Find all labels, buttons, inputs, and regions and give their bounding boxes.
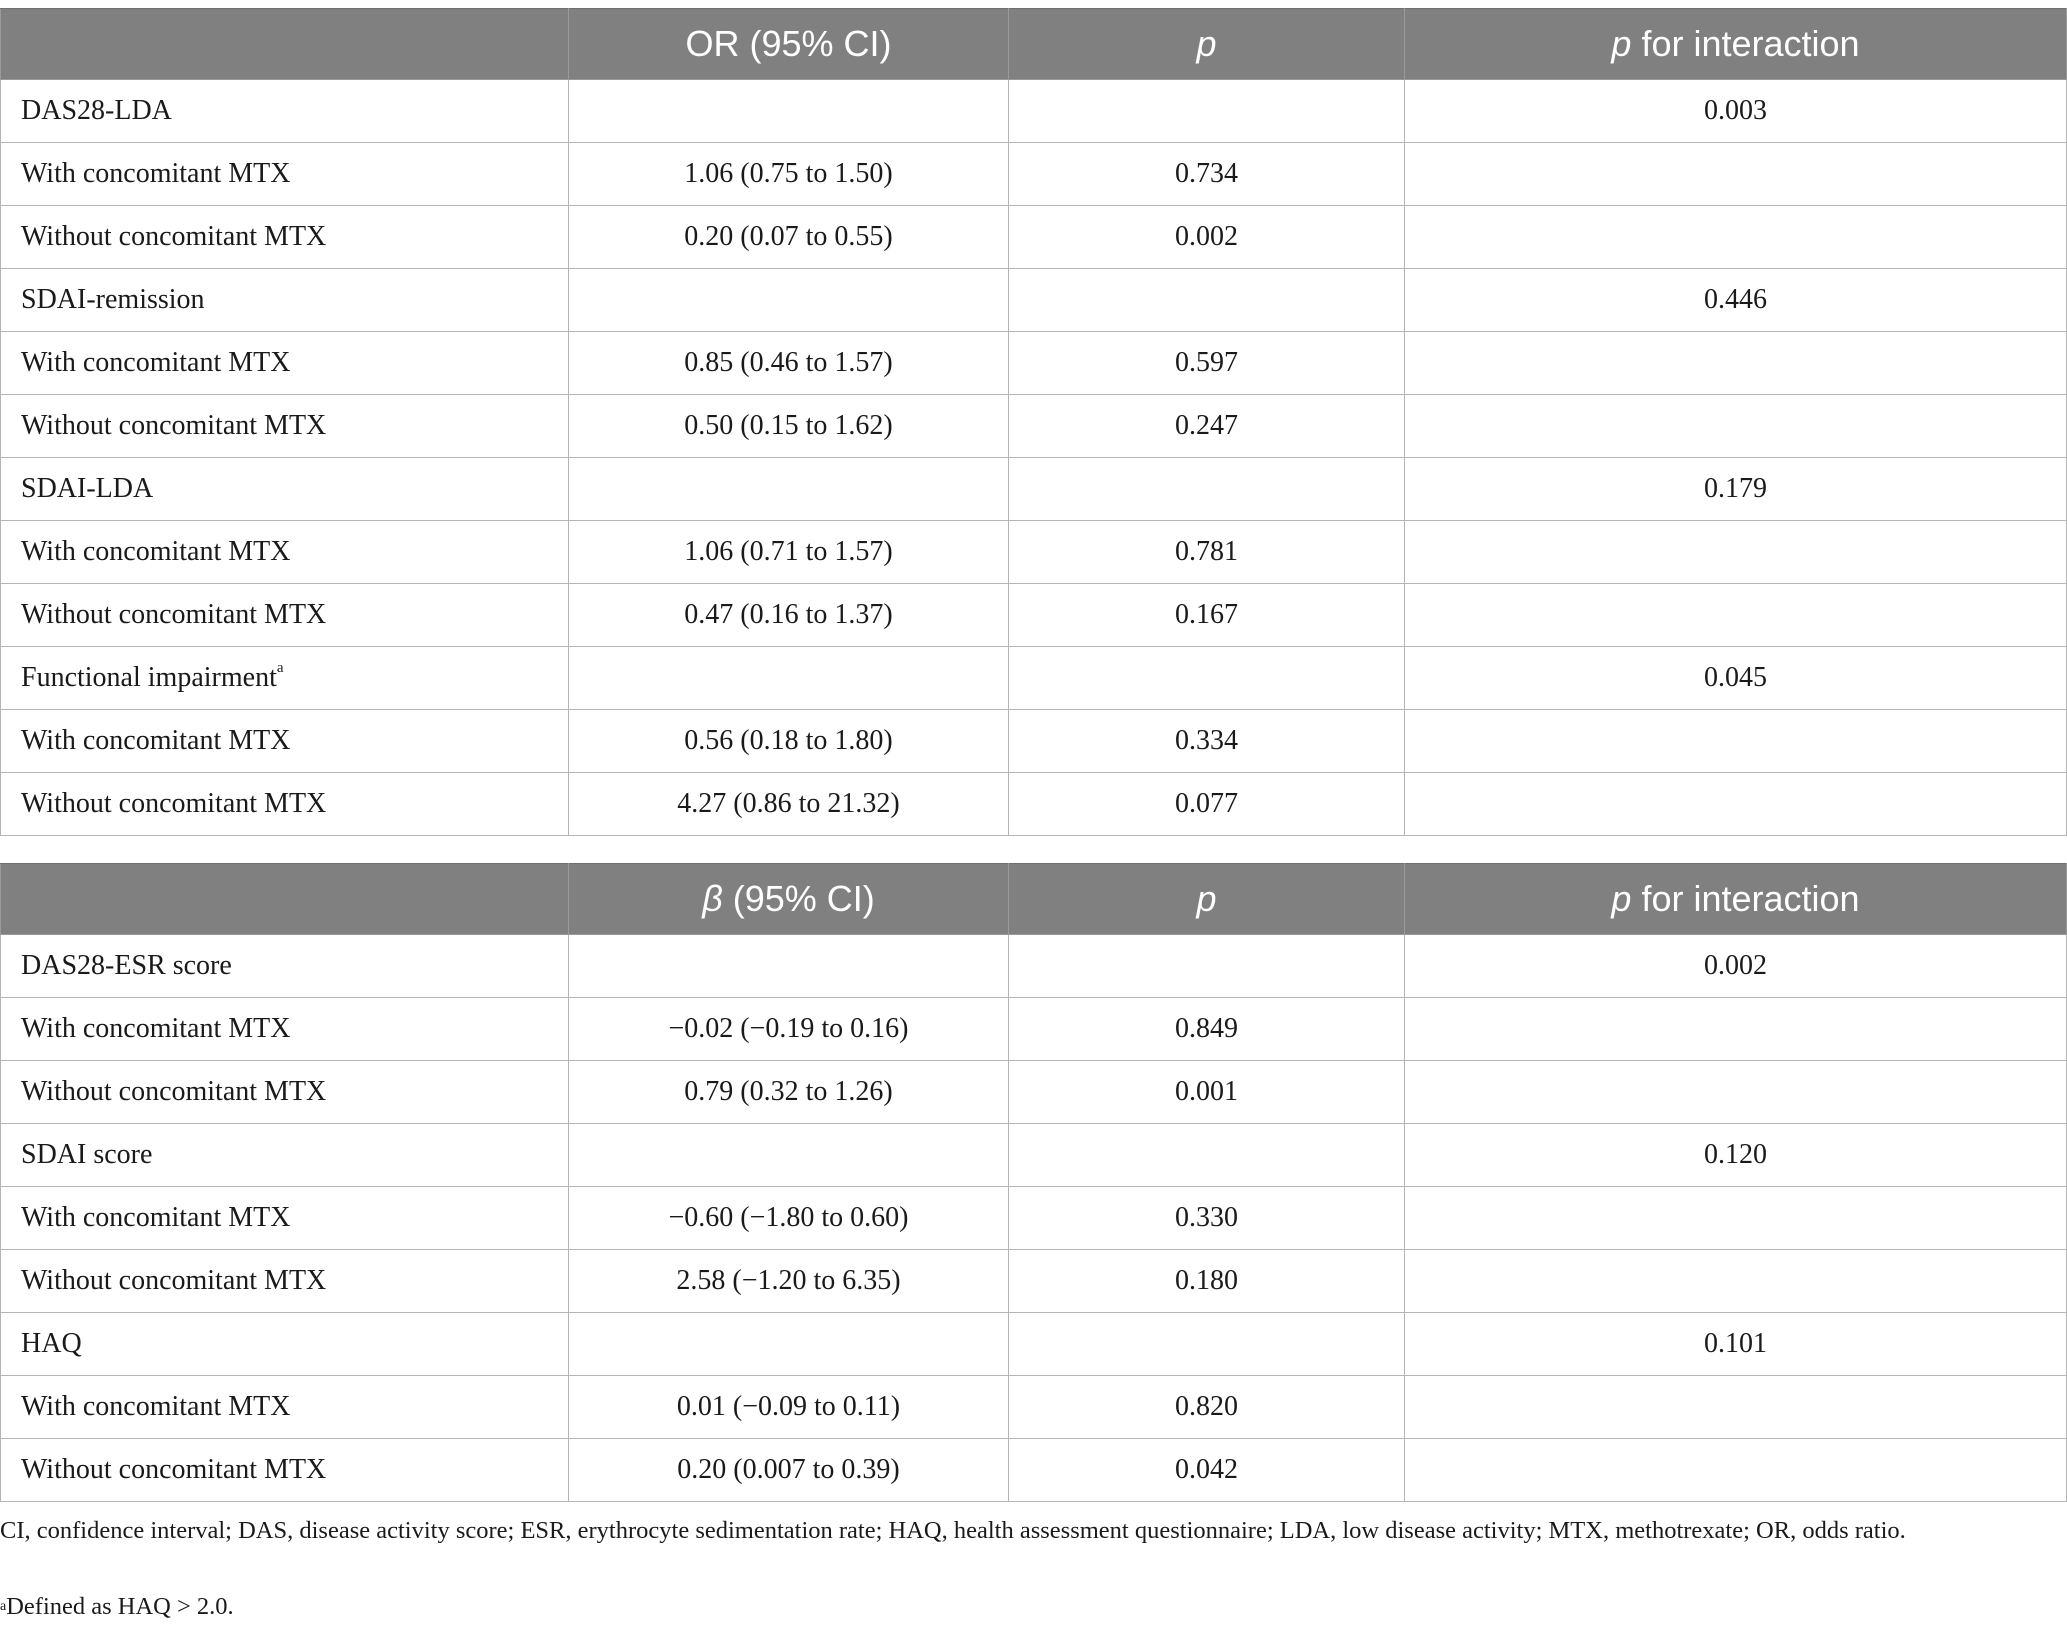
row-label: Functional impairment bbox=[21, 662, 277, 693]
estimate-cell: 0.79 (0.32 to 1.26) bbox=[569, 1061, 1009, 1124]
header-p bbox=[1009, 864, 1405, 935]
estimate-cell bbox=[569, 1313, 1009, 1376]
header-p-interaction-rest: for interaction bbox=[1631, 23, 1860, 64]
table-row bbox=[1, 935, 2067, 998]
header-p-interaction bbox=[1405, 9, 2067, 80]
header-p-interaction-italic: p bbox=[1611, 878, 1632, 919]
row-label: Without concomitant MTX bbox=[21, 788, 327, 819]
table-row bbox=[1, 143, 2067, 206]
p-value-cell: 0.002 bbox=[1009, 206, 1405, 269]
p-value-cell bbox=[1009, 458, 1405, 521]
row-label: Without concomitant MTX bbox=[21, 599, 327, 630]
row-label-cell bbox=[1, 332, 569, 395]
row-label-cell bbox=[1, 458, 569, 521]
row-label-cell bbox=[1, 1313, 569, 1376]
estimate-cell bbox=[569, 647, 1009, 710]
row-label-cell bbox=[1, 710, 569, 773]
definition-text: Defined as HAQ > 2.0. bbox=[6, 1593, 234, 1620]
header-p-interaction-italic: p bbox=[1611, 23, 1632, 64]
p-value-cell: 0.781 bbox=[1009, 521, 1405, 584]
p-value-cell bbox=[1009, 1124, 1405, 1187]
row-label: HAQ bbox=[21, 1328, 82, 1359]
p-interaction-cell bbox=[1405, 584, 2067, 647]
row-label-cell bbox=[1, 395, 569, 458]
header-outcome bbox=[1, 864, 569, 935]
row-label: With concomitant MTX bbox=[21, 536, 291, 567]
table-row bbox=[1, 584, 2067, 647]
estimate-cell bbox=[569, 458, 1009, 521]
row-label: Without concomitant MTX bbox=[21, 1076, 327, 1107]
header-estimate-text: OR (95% CI) bbox=[685, 23, 892, 64]
row-label: Without concomitant MTX bbox=[21, 410, 327, 441]
p-value-cell bbox=[1009, 269, 1405, 332]
table-row bbox=[1, 206, 2067, 269]
row-label: Without concomitant MTX bbox=[21, 221, 327, 252]
table-row bbox=[1, 773, 2067, 836]
p-value-cell: 0.334 bbox=[1009, 710, 1405, 773]
row-label: DAS28-ESR score bbox=[21, 950, 232, 981]
abbreviations-footnote: CI, confidence interval; DAS, disease activity score; ESR, erythrocyte sedimentation rate; HAQ, health assessment questionnaire; LDA, low disease activity; MTX, methotrexate; OR, odds ratio. bbox=[0, 1517, 1906, 1544]
estimate-cell bbox=[569, 1124, 1009, 1187]
estimate-cell: −0.02 (−0.19 to 0.16) bbox=[569, 998, 1009, 1061]
estimate-cell: 0.47 (0.16 to 1.37) bbox=[569, 584, 1009, 647]
row-label-cell bbox=[1, 269, 569, 332]
estimate-cell: −0.60 (−1.80 to 0.60) bbox=[569, 1187, 1009, 1250]
header-p bbox=[1009, 9, 1405, 80]
p-value-cell bbox=[1009, 647, 1405, 710]
row-label: With concomitant MTX bbox=[21, 347, 291, 378]
estimate-cell bbox=[569, 80, 1009, 143]
odds-ratio-table bbox=[0, 8, 2067, 836]
p-value-cell: 0.734 bbox=[1009, 143, 1405, 206]
table-row bbox=[1, 269, 2067, 332]
row-label-cell bbox=[1, 773, 569, 836]
table-row bbox=[1, 647, 2067, 710]
p-value-cell: 0.180 bbox=[1009, 1250, 1405, 1313]
row-label-cell bbox=[1, 1250, 569, 1313]
beta-coefficient-table bbox=[0, 863, 2067, 1502]
row-label-cell bbox=[1, 1187, 569, 1250]
p-value-cell: 0.247 bbox=[1009, 395, 1405, 458]
p-interaction-cell bbox=[1405, 710, 2067, 773]
row-label: Without concomitant MTX bbox=[21, 1265, 327, 1296]
table-row bbox=[1, 1439, 2067, 1502]
row-label: With concomitant MTX bbox=[21, 1202, 291, 1233]
row-label-cell bbox=[1, 206, 569, 269]
header-outcome bbox=[1, 9, 569, 80]
table-header-row bbox=[1, 9, 2067, 80]
p-interaction-cell: 0.002 bbox=[1405, 935, 2067, 998]
p-value-cell: 0.849 bbox=[1009, 998, 1405, 1061]
row-label: DAS28-LDA bbox=[21, 95, 172, 126]
p-interaction-cell bbox=[1405, 395, 2067, 458]
row-label-cell bbox=[1, 1061, 569, 1124]
footnote-marker: a bbox=[0, 1599, 7, 1614]
p-value-cell: 0.597 bbox=[1009, 332, 1405, 395]
header-estimate-rest: (95% CI) bbox=[722, 878, 875, 919]
estimate-cell: 4.27 (0.86 to 21.32) bbox=[569, 773, 1009, 836]
row-label: Without concomitant MTX bbox=[21, 1454, 327, 1485]
table-row bbox=[1, 710, 2067, 773]
table-row bbox=[1, 998, 2067, 1061]
p-value-cell: 0.077 bbox=[1009, 773, 1405, 836]
estimate-cell: 1.06 (0.75 to 1.50) bbox=[569, 143, 1009, 206]
p-interaction-cell: 0.045 bbox=[1405, 647, 2067, 710]
header-beta-symbol: β bbox=[702, 878, 723, 919]
p-value-cell bbox=[1009, 80, 1405, 143]
p-interaction-cell bbox=[1405, 332, 2067, 395]
estimate-cell: 0.85 (0.46 to 1.57) bbox=[569, 332, 1009, 395]
p-interaction-cell: 0.101 bbox=[1405, 1313, 2067, 1376]
p-interaction-cell bbox=[1405, 998, 2067, 1061]
table-row bbox=[1, 1061, 2067, 1124]
header-p-text: p bbox=[1196, 23, 1217, 64]
estimate-cell: 0.56 (0.18 to 1.80) bbox=[569, 710, 1009, 773]
p-interaction-cell bbox=[1405, 1187, 2067, 1250]
table-row bbox=[1, 1250, 2067, 1313]
p-interaction-cell bbox=[1405, 1250, 2067, 1313]
p-value-cell: 0.330 bbox=[1009, 1187, 1405, 1250]
estimate-cell: 1.06 (0.71 to 1.57) bbox=[569, 521, 1009, 584]
p-interaction-cell bbox=[1405, 773, 2067, 836]
table-row bbox=[1, 80, 2067, 143]
table-row bbox=[1, 1124, 2067, 1187]
row-label: SDAI score bbox=[21, 1139, 153, 1170]
p-interaction-cell bbox=[1405, 1439, 2067, 1502]
p-value-cell bbox=[1009, 935, 1405, 998]
table-row bbox=[1, 332, 2067, 395]
header-estimate bbox=[569, 864, 1009, 935]
row-label: SDAI-LDA bbox=[21, 473, 154, 504]
header-p-text: p bbox=[1196, 878, 1217, 919]
table-row bbox=[1, 395, 2067, 458]
row-label-cell bbox=[1, 143, 569, 206]
table-row bbox=[1, 1313, 2067, 1376]
row-label-cell bbox=[1, 1124, 569, 1187]
p-interaction-cell: 0.446 bbox=[1405, 269, 2067, 332]
p-interaction-cell: 0.003 bbox=[1405, 80, 2067, 143]
row-label-cell bbox=[1, 1376, 569, 1439]
p-value-cell: 0.167 bbox=[1009, 584, 1405, 647]
estimate-cell: 0.50 (0.15 to 1.62) bbox=[569, 395, 1009, 458]
estimate-cell bbox=[569, 935, 1009, 998]
p-value-cell: 0.042 bbox=[1009, 1439, 1405, 1502]
p-interaction-cell: 0.120 bbox=[1405, 1124, 2067, 1187]
header-p-interaction-rest: for interaction bbox=[1631, 878, 1860, 919]
p-interaction-cell bbox=[1405, 1376, 2067, 1439]
table-row bbox=[1, 458, 2067, 521]
row-label: SDAI-remission bbox=[21, 284, 205, 315]
p-value-cell bbox=[1009, 1313, 1405, 1376]
row-label: With concomitant MTX bbox=[21, 158, 291, 189]
row-label: With concomitant MTX bbox=[21, 1013, 291, 1044]
p-value-cell: 0.820 bbox=[1009, 1376, 1405, 1439]
footnote-marker: a bbox=[276, 660, 284, 676]
row-label: With concomitant MTX bbox=[21, 1391, 291, 1422]
header-estimate bbox=[569, 9, 1009, 80]
row-label-cell bbox=[1, 80, 569, 143]
row-label-cell bbox=[1, 998, 569, 1061]
p-interaction-cell bbox=[1405, 1061, 2067, 1124]
p-interaction-cell bbox=[1405, 521, 2067, 584]
p-interaction-cell bbox=[1405, 206, 2067, 269]
header-p-interaction bbox=[1405, 864, 2067, 935]
p-interaction-cell: 0.179 bbox=[1405, 458, 2067, 521]
p-value-cell: 0.001 bbox=[1009, 1061, 1405, 1124]
p-interaction-cell bbox=[1405, 143, 2067, 206]
estimate-cell: 2.58 (−1.20 to 6.35) bbox=[569, 1250, 1009, 1313]
estimate-cell bbox=[569, 269, 1009, 332]
estimate-cell: 0.20 (0.007 to 0.39) bbox=[569, 1439, 1009, 1502]
row-label-cell bbox=[1, 935, 569, 998]
row-label-cell bbox=[1, 1439, 569, 1502]
row-label-cell bbox=[1, 647, 569, 710]
row-label-cell bbox=[1, 521, 569, 584]
table-row bbox=[1, 521, 2067, 584]
table-row bbox=[1, 1187, 2067, 1250]
estimate-cell: 0.20 (0.07 to 0.55) bbox=[569, 206, 1009, 269]
row-label-cell bbox=[1, 584, 569, 647]
estimate-cell: 0.01 (−0.09 to 0.11) bbox=[569, 1376, 1009, 1439]
definition-footnote bbox=[0, 1590, 2040, 1624]
row-label: With concomitant MTX bbox=[21, 725, 291, 756]
table-header-row bbox=[1, 864, 2067, 935]
table-row bbox=[1, 1376, 2067, 1439]
